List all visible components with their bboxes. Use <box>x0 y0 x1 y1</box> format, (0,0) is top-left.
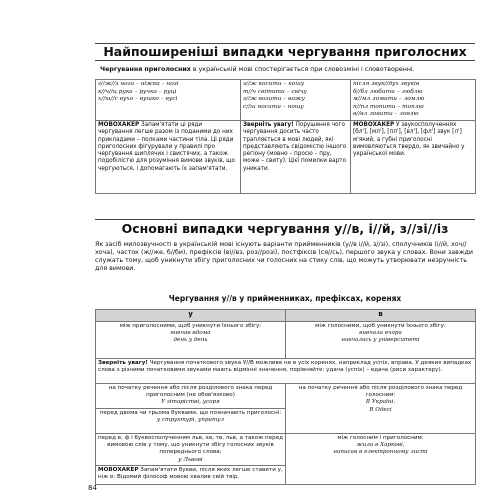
heading-rule <box>95 60 475 61</box>
intro-bold: Чергування приголосних <box>100 66 191 73</box>
rule-cell-3 <box>351 80 476 121</box>
note-text: Чергування початкового звука У//В можливе не в усіх коренях, наприклад успіх, вправа. У деяких випадках слова з різними початковими звуками мають відмінні значення, порівняйте: удача (успіх) – вдача (риси характеру). <box>98 360 472 374</box>
rule-text: на початку речення або після розділового знака перед приголосним (не обов'язково) <box>108 385 273 399</box>
consonant-table <box>95 79 476 194</box>
rule-text: між приголосними, щоб уникнути їхнього збігу: <box>119 323 262 329</box>
example: у структурі, упритул <box>156 417 225 424</box>
example: у Львові <box>178 456 203 463</box>
section2-paragraph: Як засіб милозвучності в українській мові існують варіанти прийменників (у//в і//й, з//зі), сполучників (і//й, хоч//хоча), часток (ж//же, б//би), префіксів (ві//вз, роз//розі), постфіксів (ся//сь), першого звука у словах. Вони завжди служать тому, щоб уникнути збігу приголосних чи голосних на стику слів, що можуть утворювати незручність для вимови. <box>95 241 473 272</box>
table-cell <box>96 409 286 434</box>
example: вивчала вчора <box>359 330 402 337</box>
table-row <box>96 384 476 409</box>
table-cell <box>96 434 286 466</box>
note-text: Запам'ятати букви, після яких легше ставити у, ніж в: Відомий філософ мовою хвалив свій твір. <box>98 466 283 481</box>
example: жила в Харкові, <box>356 442 405 449</box>
rule-cell-1 <box>96 80 241 121</box>
rule-text: між голосним і приголосним: <box>337 435 424 441</box>
subsection-heading: Чергування у//в у прийменниках, префіксах, коренях <box>168 294 402 303</box>
u-v-table <box>95 309 476 485</box>
rule-line: п//пл топити – топлю <box>353 103 424 110</box>
rule-line: з//ж косити – кошу <box>243 81 305 87</box>
rule-line: б//бл любити – люблю <box>353 88 423 95</box>
rule-cell-2 <box>241 80 351 121</box>
section2-rule <box>95 219 475 220</box>
table-cell <box>286 434 476 485</box>
note-cell-3 <box>351 121 476 194</box>
note-cell-2 <box>241 121 351 194</box>
table-header <box>96 310 476 322</box>
example: день у день <box>173 337 208 344</box>
section-heading: Найпоширеніші випадки чергування приголосних <box>103 44 467 59</box>
rule-line: х//ш//с вухо – вушко – вусі <box>98 96 178 103</box>
table-row <box>96 434 476 466</box>
rule-line: м//мл ломити – ломлю <box>353 96 425 103</box>
table-cell <box>96 322 286 359</box>
note-lead: Зверніть увагу! <box>243 122 294 128</box>
rule-text: перед двома чи трьома буквами, що позначають приголосні: <box>99 410 282 416</box>
page-number: 84 <box>88 484 97 492</box>
notes-row <box>96 121 476 194</box>
intro-text <box>100 66 475 74</box>
table-row <box>96 322 476 359</box>
note-cell <box>96 465 286 484</box>
note-lead: Зверніть увагу! <box>98 360 148 366</box>
note-text: Порушення чого чергування досить часто трапляється в мові людей, які представляють свідомістю іншого регіону (мовно – просю – пру, може – свиту). Цієї помилки варто уникати. <box>243 122 347 172</box>
table-cell <box>286 322 476 359</box>
rule-text: між голосними, щоб уникнути їхнього збігу: <box>315 323 446 329</box>
rule-line: з//ж возити – вожу <box>243 96 305 103</box>
note-text: У звукосполученнях [бл'], [мл'], [пл'], [вл'], [фл'] звук [л'] м'який, а губні приголосні вимовляються твердо, як звичайно у української мови. <box>353 122 465 158</box>
column-u: у <box>96 310 286 322</box>
note-lead: МОВОХАКЕР <box>353 122 395 128</box>
example: вивчав вдома <box>170 330 211 337</box>
example: В Одесі <box>369 406 392 413</box>
rule-line: після звук//дух звуків <box>353 81 420 87</box>
intro-rest: в українській мові спостерігається при словозміні і словотворенні. <box>190 66 415 73</box>
note-lead: МОВОХАКЕР <box>98 466 139 473</box>
section2-heading: Основні випадки чергування у//в, і//й, з//зі//із <box>121 221 449 236</box>
note-lead: МОВОХАКЕР <box>98 122 140 128</box>
table-cell <box>286 384 476 434</box>
example: навчалась у університеті <box>341 337 420 344</box>
rule-line: в//вл ловити – ловлю <box>353 111 419 118</box>
rule-text: перед в, ф і буквосполученням льв, хв, тв, льв, а також перед вимовою слів у тому, що уникнути збігу голосних звуків попереднього слова: <box>98 435 283 456</box>
rule-text: на початку речення або після розділового знака перед голосним: <box>298 385 463 399</box>
table-row <box>96 359 476 384</box>
example: У гітарістві, усоря <box>161 399 220 406</box>
example: написав в електронному листі <box>333 449 428 456</box>
table-cell <box>96 384 286 409</box>
note-text: Запам'ятати ці ряди чергування легше разом із поданими до них прикладами – полками частини тіла. Ці ряди приголосних фігурували у правилі про чергування шиплячих і свистячих, а також подобілістю для розуміння вимови звуків, що чергуються, і допомагають їх запам'ятати. <box>98 122 235 172</box>
note-cell <box>96 359 476 384</box>
rule-line: т//ч світити – свічу <box>243 88 307 95</box>
example: В Україні. <box>365 399 396 406</box>
rule-line: г//ж//з нога – ніжка – нозі <box>98 81 179 87</box>
rule-line: с//ш носити – ношу <box>243 103 304 110</box>
note-cell-1 <box>96 121 241 194</box>
rules-row <box>96 80 476 121</box>
column-v: в <box>286 310 476 322</box>
rule-line: к//ч//ц рука – ручка – руці <box>98 88 177 95</box>
